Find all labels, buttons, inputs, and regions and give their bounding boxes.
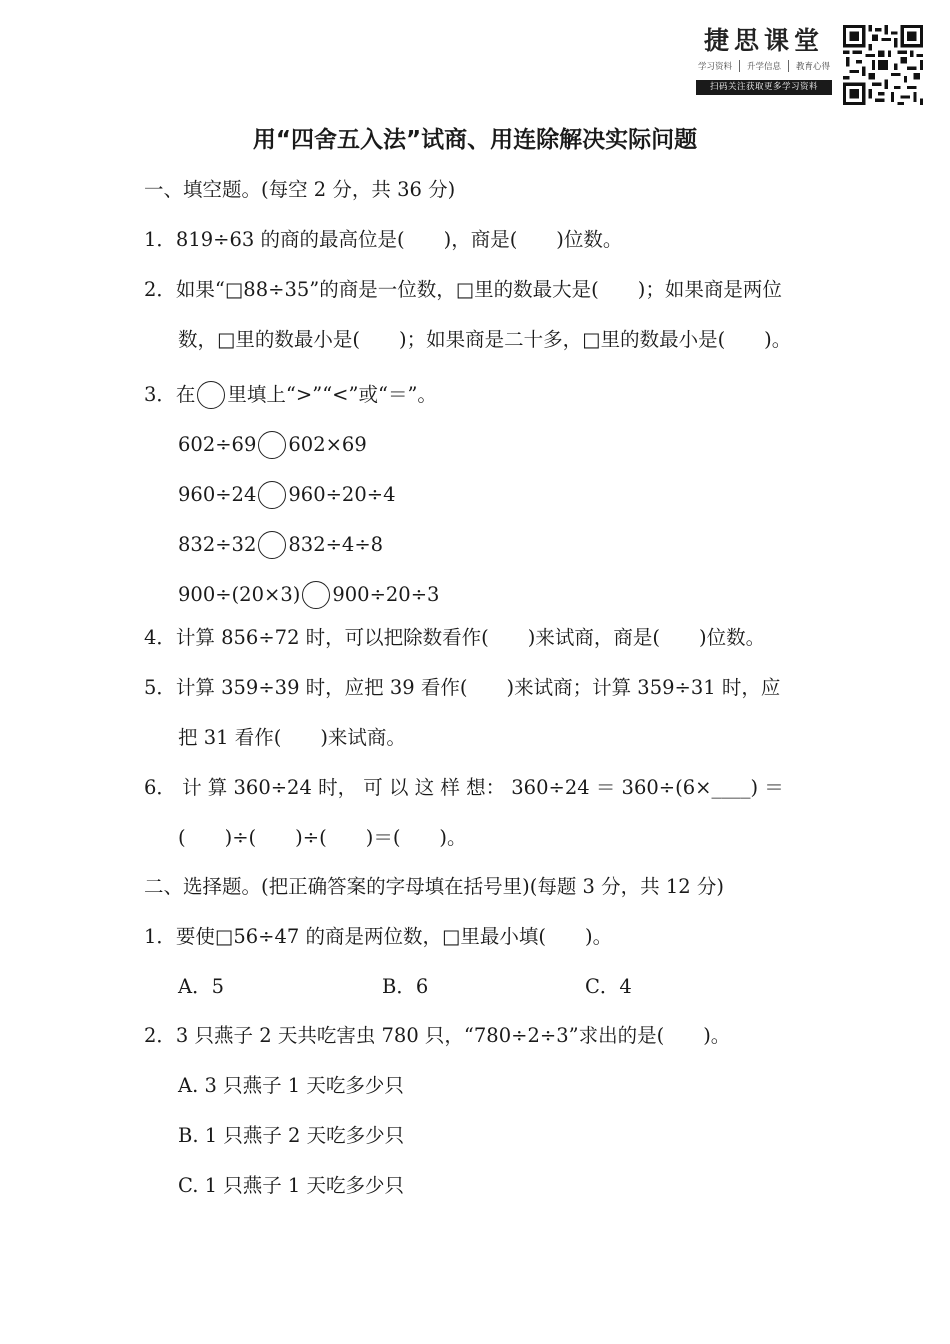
comparison-circle-icon (197, 381, 225, 409)
question-1-1: 1．819÷63 的商的最高位是( )，商是( )位数。 (144, 228, 623, 251)
question-1-2-line1: 2．如果“□88÷35”的商是一位数，□里的数最大是( )；如果商是两位 (144, 278, 782, 301)
comparison-circle-icon[interactable] (258, 531, 286, 559)
option-c[interactable]: C. 1 只燕子 1 天吃多少只 (178, 1174, 405, 1197)
question-2-2: 2．3 只燕子 2 天共吃害虫 780 只，“780÷2÷3”求出的是( )。 (144, 1024, 731, 1047)
comparison-row (178, 529, 383, 561)
brand-tag: 升学信息 (746, 62, 781, 72)
comparison-row (178, 579, 439, 611)
comparison-circle-icon[interactable] (258, 431, 286, 459)
question-1-6-line1: 6． 计 算 360÷24 时， 可 以 这 样 想： 360÷24 ＝ 360÷(6×____) ＝ (144, 776, 784, 799)
option-a[interactable]: A．5 (178, 975, 224, 998)
comparison-right: 832÷4÷8 (288, 533, 384, 556)
option-b[interactable]: B. 1 只燕子 2 天吃多少只 (178, 1124, 405, 1147)
option-c[interactable]: C．4 (585, 975, 632, 998)
comparison-right: 900÷20÷3 (332, 583, 440, 606)
question-1-3-prefix: 3．在 (144, 383, 196, 406)
brand-block (696, 24, 832, 95)
option-b[interactable]: B．6 (382, 975, 429, 998)
comparison-left: 602÷69 (178, 433, 257, 456)
tag-divider (788, 60, 789, 72)
comparison-left: 960÷24 (178, 483, 257, 506)
question-1-3 (144, 379, 437, 411)
brand-bar: 扫码关注获取更多学习资料 (696, 80, 832, 95)
comparison-right: 602×69 (288, 433, 367, 456)
brand-tag: 教育心得 (795, 62, 830, 72)
qr-code-icon (843, 25, 923, 105)
section-heading-fill-blank: 一、填空题。(每空 2 分，共 36 分) (144, 178, 456, 201)
question-1-3-suffix: 里填上“>”“<”或“＝”。 (227, 383, 437, 406)
comparison-row (178, 479, 396, 511)
question-1-2-line2: 数，□里的数最小是( )；如果商是二十多，□里的数最小是( )。 (178, 328, 792, 351)
option-a[interactable]: A. 3 只燕子 1 天吃多少只 (178, 1074, 404, 1097)
question-1-4: 4．计算 856÷72 时，可以把除数看作( )来试商，商是( )位数。 (144, 626, 766, 649)
comparison-circle-icon[interactable] (302, 581, 330, 609)
comparison-left: 900÷(20×3) (178, 583, 301, 606)
question-1-5-line1: 5．计算 359÷39 时，应把 39 看作( )来试商；计算 359÷31 时，应 (144, 676, 781, 699)
brand-tags (696, 60, 832, 74)
comparison-circle-icon[interactable] (258, 481, 286, 509)
brand-name: 捷思课堂 (703, 26, 824, 55)
question-2-1: 1．要使□56÷47 的商是两位数，□里最小填( )。 (144, 925, 613, 948)
comparison-right: 960÷20÷4 (288, 483, 396, 506)
comparison-row (178, 429, 367, 461)
page-title: 用“四舍五入法”试商、用连除解决实际问题 (252, 127, 698, 153)
section-heading-choice: 二、选择题。(把正确答案的字母填在括号里)(每题 3 分，共 12 分) (144, 875, 724, 898)
tag-divider (739, 60, 740, 72)
brand-tag: 学习资料 (698, 62, 733, 72)
question-1-6-line2: ( )÷( )÷( )＝( )。 (178, 826, 467, 849)
question-1-5-line2: 把 31 看作( )来试商。 (178, 726, 406, 749)
comparison-left: 832÷32 (178, 533, 257, 556)
